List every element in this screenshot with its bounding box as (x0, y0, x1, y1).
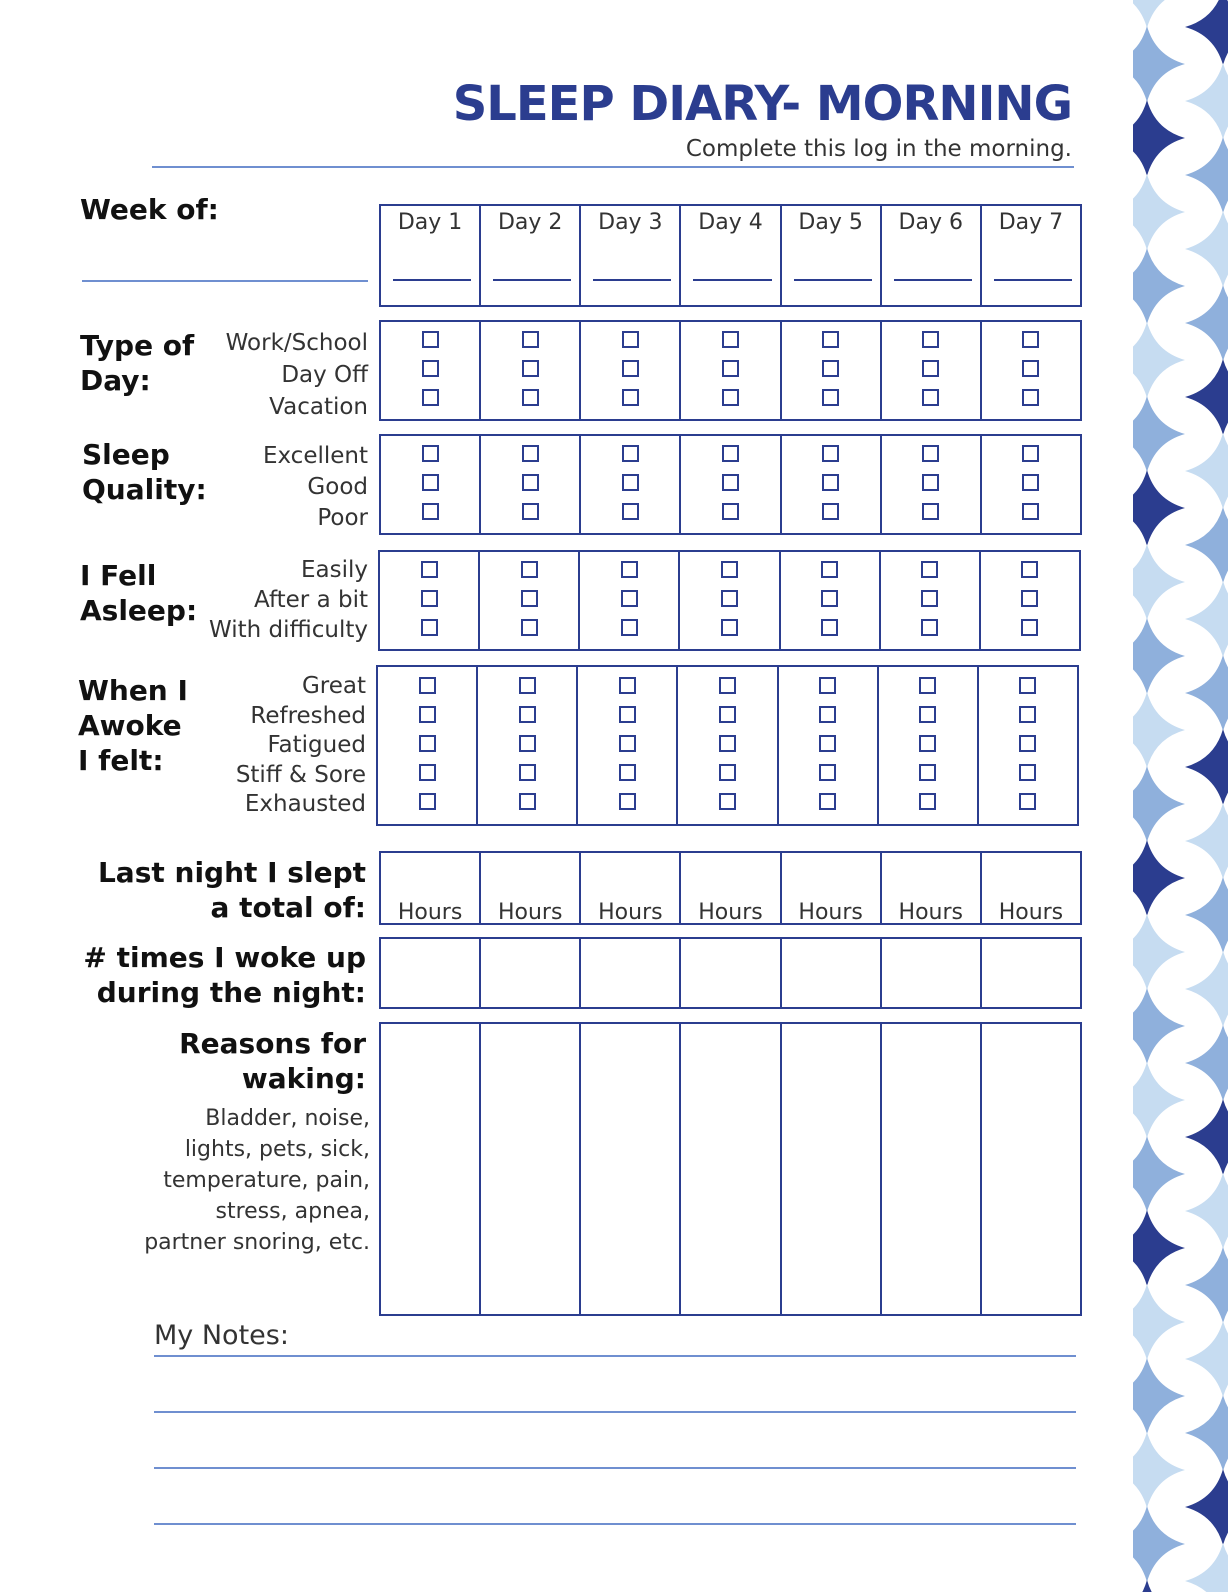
pattern-star (1185, 1543, 1228, 1592)
day-header-cell[interactable] (681, 206, 781, 305)
awoke-felt-grid (376, 665, 1079, 826)
times-woke-cell[interactable] (681, 939, 781, 1007)
day-checkbox-column (882, 322, 982, 419)
fell-asleep-grid (378, 550, 1081, 651)
notes-line[interactable] (154, 1467, 1076, 1469)
day-header-cell[interactable] (982, 206, 1080, 305)
week-of-line[interactable] (82, 280, 368, 282)
checkbox[interactable] (822, 389, 839, 406)
pattern-star (1133, 1284, 1185, 1360)
checkbox[interactable] (722, 360, 739, 377)
checkbox[interactable] (622, 389, 639, 406)
date-line (994, 279, 1072, 281)
checkbox[interactable] (622, 503, 639, 520)
hours-cell[interactable] (581, 853, 681, 923)
checkbox[interactable] (921, 619, 938, 636)
checkbox[interactable] (519, 764, 536, 781)
decorative-pattern (1133, 0, 1228, 1592)
checkbox[interactable] (1021, 561, 1038, 578)
times-woke-cell[interactable] (481, 939, 581, 1007)
checkbox[interactable] (522, 445, 539, 462)
checkbox[interactable] (621, 619, 638, 636)
hours-label: Hours (698, 900, 763, 925)
checkbox[interactable] (922, 445, 939, 462)
day-header-cell[interactable] (882, 206, 982, 305)
checkbox[interactable] (421, 619, 438, 636)
checkbox[interactable] (919, 706, 936, 723)
day-checkbox-column (881, 552, 981, 649)
option-label: Easily (300, 557, 368, 583)
reasons-cell[interactable] (481, 1024, 581, 1314)
checkbox[interactable] (722, 474, 739, 491)
header-divider (152, 166, 1074, 168)
checkbox[interactable] (719, 677, 736, 694)
day-checkbox-column (779, 667, 879, 824)
pattern-star (1185, 1173, 1228, 1249)
checkbox[interactable] (822, 331, 839, 348)
pattern-star (1133, 322, 1185, 398)
day-label: Day 2 (497, 210, 563, 235)
days-header-grid (379, 204, 1082, 307)
checkbox[interactable] (922, 474, 939, 491)
pattern-star (1185, 63, 1228, 139)
checkbox[interactable] (1022, 474, 1039, 491)
checkbox[interactable] (919, 735, 936, 752)
day-checkbox-column (581, 322, 681, 419)
checkbox[interactable] (422, 360, 439, 377)
day-checkbox-column (781, 552, 881, 649)
checkbox[interactable] (422, 389, 439, 406)
checkbox[interactable] (1019, 735, 1036, 752)
checkbox[interactable] (522, 331, 539, 348)
pattern-star (1185, 433, 1228, 509)
checkbox[interactable] (922, 360, 939, 377)
day-checkbox-column (381, 322, 481, 419)
option-label: Stiff & Sore (235, 761, 366, 788)
pattern-star (1133, 1506, 1185, 1582)
slept-total-label: Last night I slept a total of: (97, 856, 366, 924)
checkbox[interactable] (419, 677, 436, 694)
checkbox[interactable] (922, 503, 939, 520)
pattern-star (1185, 507, 1228, 583)
day-checkbox-column (979, 667, 1077, 824)
week-of-label: Week of: (80, 193, 219, 226)
checkbox[interactable] (519, 677, 536, 694)
pattern-star (1133, 914, 1185, 990)
times-woke-cell[interactable] (381, 939, 481, 1007)
slept-total-grid (379, 851, 1082, 925)
checkbox[interactable] (719, 764, 736, 781)
pattern-star (1133, 174, 1185, 250)
date-line (894, 279, 972, 281)
checkbox[interactable] (1022, 360, 1039, 377)
date-line (493, 279, 571, 281)
checkbox[interactable] (822, 474, 839, 491)
checkbox[interactable] (922, 331, 939, 348)
checkbox[interactable] (819, 764, 836, 781)
page-subtitle: Complete this log in the morning. (685, 136, 1072, 162)
hours-cell[interactable] (681, 853, 781, 923)
hours-cell[interactable] (782, 853, 882, 923)
day-checkbox-column (680, 552, 780, 649)
option-label: Great (301, 673, 366, 699)
checkbox[interactable] (1019, 677, 1036, 694)
day-checkbox-column (681, 322, 781, 419)
day-checkbox-column (681, 436, 781, 533)
day-label: Day 4 (698, 210, 763, 235)
reasons-cell[interactable] (581, 1024, 681, 1314)
day-checkbox-column (580, 552, 680, 649)
checkbox[interactable] (622, 360, 639, 377)
checkbox[interactable] (819, 793, 836, 810)
checkbox[interactable] (721, 561, 738, 578)
pattern-star (1185, 1321, 1228, 1397)
checkbox[interactable] (919, 677, 936, 694)
reasons-cell[interactable] (982, 1024, 1080, 1314)
checkbox[interactable] (522, 360, 539, 377)
checkbox[interactable] (422, 445, 439, 462)
type-of-day-grid (379, 320, 1082, 421)
pattern-star (1185, 1469, 1228, 1545)
option-label: Poor (317, 505, 368, 531)
pattern-star (1133, 1580, 1185, 1592)
hours-label: Hours (798, 900, 863, 925)
day-label: Day 3 (598, 210, 663, 235)
hours-label: Hours (497, 900, 563, 925)
checkbox[interactable] (619, 706, 636, 723)
checkbox[interactable] (519, 735, 536, 752)
checkbox[interactable] (419, 764, 436, 781)
checkbox[interactable] (1022, 389, 1039, 406)
pattern-star (1185, 951, 1228, 1027)
notes-line[interactable] (154, 1411, 1076, 1413)
pattern-star (1185, 1099, 1228, 1175)
day-checkbox-column (481, 322, 581, 419)
pattern-star (1185, 1395, 1228, 1471)
day-checkbox-column (481, 436, 581, 533)
date-line (393, 279, 471, 281)
reasons-label: Reasons for waking: (179, 1027, 366, 1095)
checkbox[interactable] (422, 503, 439, 520)
checkbox[interactable] (821, 590, 838, 607)
pattern-star (1133, 0, 1185, 28)
checkbox[interactable] (1021, 619, 1038, 636)
day-checkbox-column (982, 322, 1080, 419)
checkbox[interactable] (622, 445, 639, 462)
checkbox[interactable] (621, 561, 638, 578)
hours-cell[interactable] (882, 853, 982, 923)
option-label: Work/School (225, 330, 368, 356)
hours-label: Hours (998, 900, 1064, 925)
day-checkbox-column (381, 436, 481, 533)
checkbox[interactable] (722, 389, 739, 406)
checkbox[interactable] (921, 561, 938, 578)
hours-cell[interactable] (982, 853, 1080, 923)
reasons-cell[interactable] (782, 1024, 882, 1314)
times-woke-cell[interactable] (782, 939, 882, 1007)
pattern-star (1185, 877, 1228, 953)
reasons-cell[interactable] (882, 1024, 982, 1314)
pattern-star (1185, 137, 1228, 213)
pattern-star (1185, 1025, 1228, 1101)
checkbox[interactable] (619, 677, 636, 694)
checkbox[interactable] (521, 590, 538, 607)
pattern-star (1185, 655, 1228, 731)
fell-asleep-options (198, 555, 368, 645)
checkbox[interactable] (619, 793, 636, 810)
times-woke-grid (379, 937, 1082, 1009)
pattern-star (1133, 470, 1185, 546)
checkbox[interactable] (519, 793, 536, 810)
checkbox[interactable] (722, 503, 739, 520)
checkbox[interactable] (522, 389, 539, 406)
day-checkbox-column (678, 667, 778, 824)
pattern-star (1185, 803, 1228, 879)
checkbox[interactable] (621, 590, 638, 607)
day-header-cell[interactable] (581, 206, 681, 305)
checkbox[interactable] (822, 503, 839, 520)
day-checkbox-column (882, 436, 982, 533)
checkbox[interactable] (1019, 764, 1036, 781)
pattern-star (1185, 359, 1228, 435)
checkbox[interactable] (819, 677, 836, 694)
checkbox[interactable] (419, 735, 436, 752)
checkbox[interactable] (722, 331, 739, 348)
day-checkbox-column (982, 436, 1080, 533)
checkbox[interactable] (919, 793, 936, 810)
day-checkbox-column (578, 667, 678, 824)
hours-label: Hours (598, 900, 663, 925)
notes-line[interactable] (154, 1523, 1076, 1525)
option-label: Refreshed (250, 702, 366, 729)
reasons-cell[interactable] (681, 1024, 781, 1314)
pattern-star (1133, 1210, 1185, 1286)
sleep-quality-options (198, 441, 368, 534)
pattern-star (1133, 840, 1185, 916)
checkbox[interactable] (419, 793, 436, 810)
option-label: Day Off (281, 362, 368, 388)
pattern-star (1133, 1358, 1185, 1434)
times-woke-cell[interactable] (882, 939, 982, 1007)
checkbox[interactable] (421, 590, 438, 607)
sleep-quality-grid (379, 434, 1082, 535)
pattern-star (1133, 1136, 1185, 1212)
checkbox[interactable] (1021, 590, 1038, 607)
pattern-star (1133, 26, 1185, 102)
pattern-star (1133, 692, 1185, 768)
checkbox[interactable] (522, 503, 539, 520)
checkbox[interactable] (719, 706, 736, 723)
pattern-star (1133, 248, 1185, 324)
pattern-star (1133, 100, 1185, 176)
checkbox[interactable] (1022, 503, 1039, 520)
day-checkbox-column (782, 436, 882, 533)
checkbox[interactable] (1022, 445, 1039, 462)
option-label: Vacation (269, 394, 368, 420)
day-checkbox-column (981, 552, 1079, 649)
hours-cell[interactable] (381, 853, 481, 923)
times-woke-cell[interactable] (982, 939, 1080, 1007)
pattern-star (1133, 544, 1185, 620)
checkbox[interactable] (822, 445, 839, 462)
pattern-star (1133, 618, 1185, 694)
day-label: Day 5 (798, 210, 863, 235)
pattern-star (1185, 211, 1228, 287)
day-header-cell[interactable] (481, 206, 581, 305)
option-label: Excellent (262, 443, 368, 469)
checkbox[interactable] (422, 474, 439, 491)
checkbox[interactable] (521, 619, 538, 636)
page-title: SLEEP DIARY- MORNING (452, 76, 1072, 132)
checkbox[interactable] (1019, 706, 1036, 723)
pattern-star (1185, 729, 1228, 805)
day-checkbox-column (378, 667, 478, 824)
option-label: With difficulty (208, 617, 368, 643)
awoke-felt-options (196, 672, 366, 820)
checkbox[interactable] (421, 561, 438, 578)
times-woke-cell[interactable] (581, 939, 681, 1007)
day-checkbox-column (581, 436, 681, 533)
notes-label: My Notes: (154, 1320, 289, 1351)
pattern-star (1133, 396, 1185, 472)
hours-cell[interactable] (481, 853, 581, 923)
checkbox[interactable] (1022, 331, 1039, 348)
checkbox[interactable] (921, 590, 938, 607)
checkbox[interactable] (622, 474, 639, 491)
checkbox[interactable] (719, 793, 736, 810)
checkbox[interactable] (619, 735, 636, 752)
pattern-star (1185, 1247, 1228, 1323)
pattern-star (1185, 581, 1228, 657)
pattern-star (1133, 988, 1185, 1064)
option-label: Exhausted (244, 791, 366, 817)
day-label: Day 6 (898, 210, 963, 235)
times-woke-label: # times I woke up during the night: (83, 941, 366, 1009)
pattern-star (1133, 1062, 1185, 1138)
checkbox[interactable] (919, 764, 936, 781)
day-label: Day 1 (397, 210, 463, 235)
day-checkbox-column (782, 322, 882, 419)
checkbox[interactable] (619, 764, 636, 781)
pattern-star (1133, 1432, 1185, 1508)
checkbox[interactable] (819, 706, 836, 723)
checkbox[interactable] (519, 706, 536, 723)
reasons-cell[interactable] (381, 1024, 481, 1314)
checkbox[interactable] (422, 331, 439, 348)
hours-label: Hours (898, 900, 963, 925)
day-label: Day 7 (998, 210, 1064, 235)
hours-label: Hours (397, 900, 463, 925)
checkbox[interactable] (821, 561, 838, 578)
checkbox[interactable] (721, 619, 738, 636)
pattern-star (1185, 0, 1228, 65)
checkbox[interactable] (821, 619, 838, 636)
sleep-quality-label: Sleep Quality: (82, 438, 207, 506)
checkbox[interactable] (419, 706, 436, 723)
date-line (794, 279, 872, 281)
checkbox[interactable] (721, 590, 738, 607)
type-of-day-options (198, 327, 368, 423)
option-label: Good (307, 474, 368, 500)
day-header-cell[interactable] (381, 206, 481, 305)
checkbox[interactable] (1019, 793, 1036, 810)
day-checkbox-column (478, 667, 578, 824)
day-header-cell[interactable] (782, 206, 882, 305)
reasons-grid (379, 1022, 1082, 1316)
type-of-day-label: Type of Day: (80, 329, 195, 397)
day-checkbox-column (480, 552, 580, 649)
checkbox[interactable] (722, 445, 739, 462)
checkbox[interactable] (719, 735, 736, 752)
awoke-felt-label: When I Awoke I felt: (78, 674, 188, 777)
option-label: After a bit (254, 587, 368, 613)
option-label: Fatigued (267, 732, 366, 758)
checkbox[interactable] (822, 360, 839, 377)
notes-line[interactable] (154, 1355, 1076, 1357)
checkbox[interactable] (521, 561, 538, 578)
day-checkbox-column (879, 667, 979, 824)
pattern-star (1185, 285, 1228, 361)
date-line (693, 279, 771, 281)
checkbox[interactable] (819, 735, 836, 752)
checkbox[interactable] (522, 474, 539, 491)
checkbox[interactable] (922, 389, 939, 406)
pattern-star (1133, 766, 1185, 842)
date-line (593, 279, 671, 281)
reasons-examples: Bladder, noise, lights, pets, sick, temperature, pain, stress, apnea, partner snoring, etc. (144, 1106, 370, 1255)
fell-asleep-label: I Fell Asleep: (80, 559, 198, 627)
day-checkbox-column (380, 552, 480, 649)
checkbox[interactable] (622, 331, 639, 348)
